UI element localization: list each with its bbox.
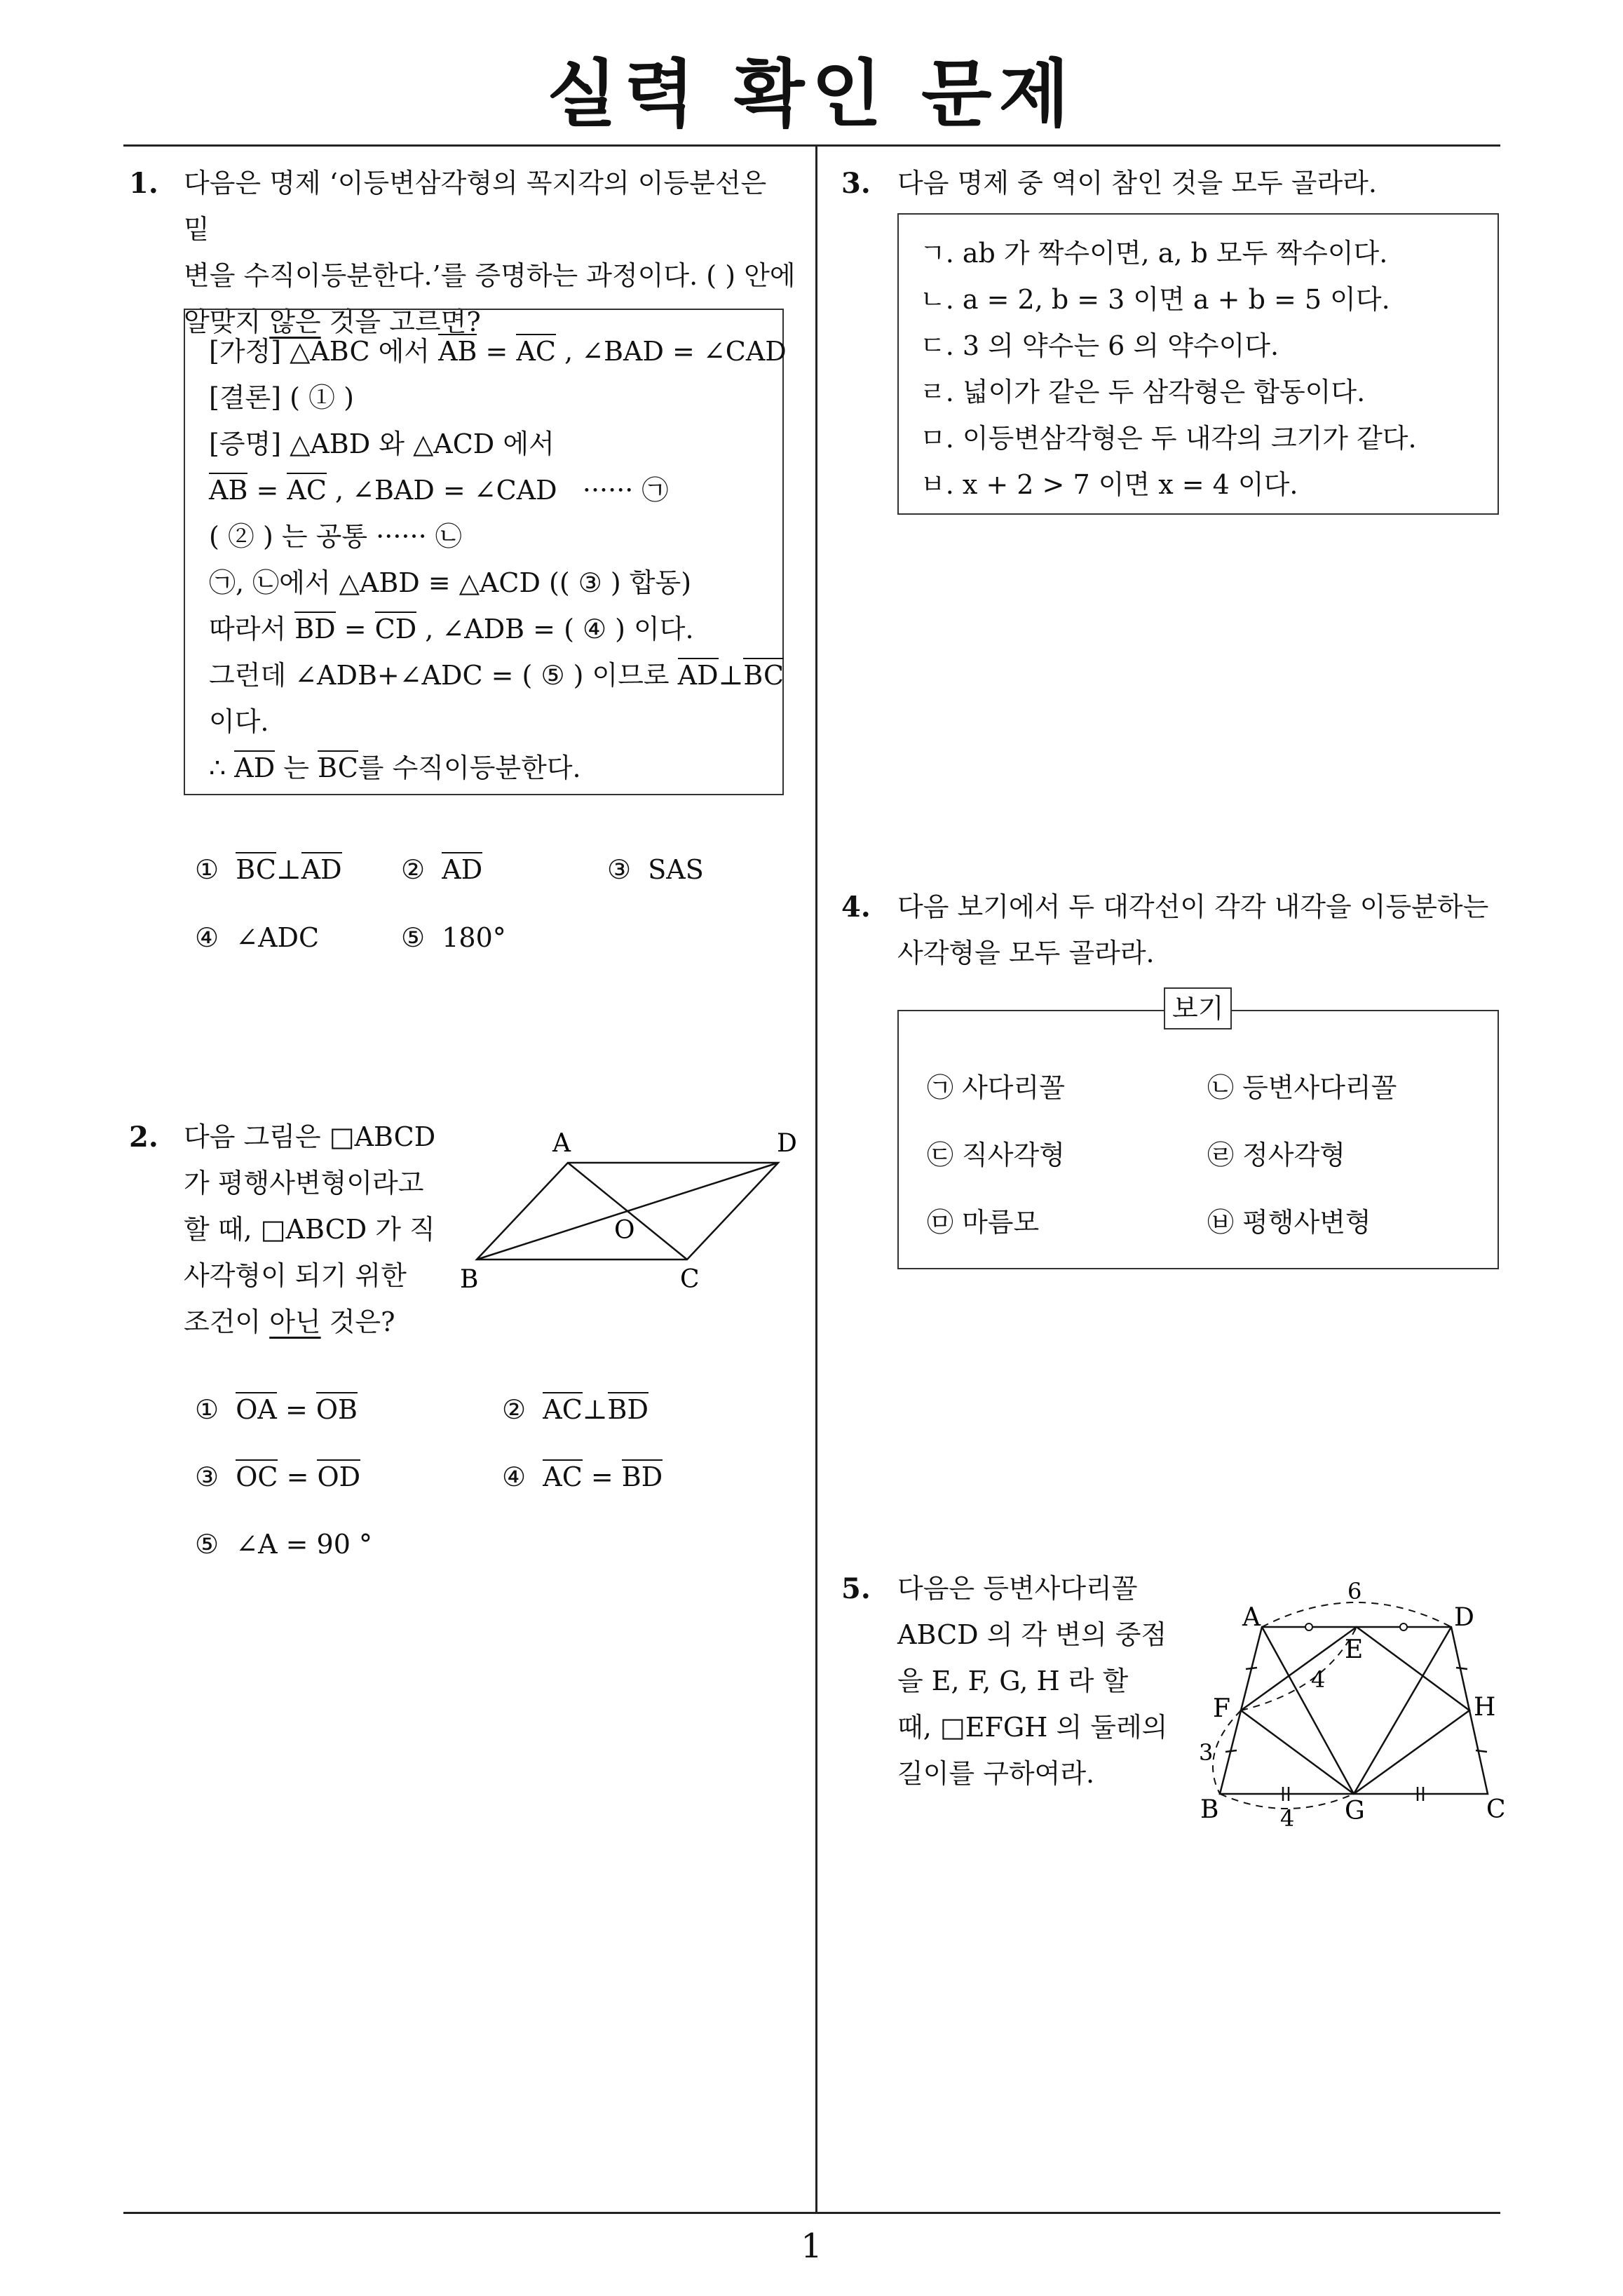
question-5-text <box>897 1565 1171 1797</box>
statement-item: ㄱ. ab 가 짝수이면, a, b 모두 짝수이다. <box>920 238 1388 269</box>
question-5-line: 길이를 구하여라. <box>897 1758 1095 1789</box>
midpoint-mark <box>1305 1623 1312 1630</box>
midpoint-label-g: G <box>1345 1797 1365 1825</box>
proof-line: 그런데 ∠ADB+∠ADC = ( ⑤ ) 이므로 AD⊥BC <box>209 652 787 698</box>
proof-line: ( ② ) 는 공통 ······ ㉡ <box>209 521 462 552</box>
vertex-label-a: A <box>1242 1603 1261 1632</box>
answer-option-1[interactable]: ① OA = OB <box>195 1394 358 1425</box>
midpoint-mark <box>1400 1623 1407 1630</box>
question-2-number: 2. <box>129 1121 158 1154</box>
segment-dg <box>1354 1627 1451 1794</box>
question-2-line: 다음 그림은 □ABCD <box>184 1121 436 1152</box>
question-1-number: 1. <box>129 167 158 200</box>
top-rule <box>123 144 1500 147</box>
question-4-text <box>897 884 1500 976</box>
answer-option-4[interactable]: ④ ∠ADC <box>195 922 320 953</box>
question-2-line: 조건이 아닌 것은? <box>184 1306 395 1337</box>
choice-item[interactable]: ㉥ 평행사변형 <box>1207 1207 1371 1238</box>
answer-option-3[interactable]: ③ SAS <box>607 854 704 885</box>
vertex-label-a: A <box>552 1129 571 1158</box>
page-number: 1 <box>801 2227 822 2266</box>
vertex-label-b: B <box>460 1265 479 1294</box>
trapezoid-figure <box>1185 1571 1521 1844</box>
proof-line: 이다. <box>209 706 269 737</box>
page-title: 실력 확인 문제 <box>546 51 1077 137</box>
midpoint-label-e: E <box>1345 1635 1364 1664</box>
proof-line-assumption: [가정] △ABC 에서 AB = AC , ∠BAD = ∠CAD <box>209 328 787 374</box>
answer-option-2[interactable]: ② AC⊥BD <box>502 1394 648 1425</box>
statement-item: ㄹ. 넓이가 같은 두 삼각형은 합동이다. <box>920 377 1366 407</box>
length-label-bottom: 4 <box>1280 1805 1295 1832</box>
proof-box <box>184 309 787 795</box>
proof-line-proof: [증명] △ABD 와 △ACD 에서 <box>209 428 555 459</box>
question-2-line: 할 때, □ABCD 가 직 <box>184 1214 435 1245</box>
proof-line: ∴ AD 는 BC를 수직이등분한다. <box>209 745 787 791</box>
question-1-line: 변을 수직이등분한다.’를 증명하는 과정이다. ( ) 안에 <box>184 260 796 291</box>
length-label-side: 3 <box>1199 1739 1214 1766</box>
tick-mark <box>1225 1750 1237 1752</box>
question-5-number: 5. <box>841 1572 871 1605</box>
vertex-label-d: D <box>777 1129 797 1158</box>
length-label-fe: 4 <box>1311 1666 1326 1693</box>
midpoint-label-h: H <box>1474 1693 1496 1722</box>
answer-option-4[interactable]: ④ AC = BD <box>502 1461 663 1492</box>
length-label-top: 6 <box>1347 1578 1362 1605</box>
underlined-word: 않은 <box>269 306 321 337</box>
tick-mark <box>1476 1750 1487 1752</box>
center-label-o: O <box>614 1216 635 1245</box>
question-3-text: 다음 명제 중 역이 참인 것을 모두 골라라. <box>897 168 1377 198</box>
choice-item[interactable]: ㉤ 마름모 <box>927 1207 1040 1238</box>
proof-line: AB = AC , ∠BAD = ∠CAD ······ ㉠ <box>209 467 787 513</box>
question-4-line: 사각형을 모두 골라라. <box>897 938 1155 968</box>
choice-item[interactable]: ㉣ 정사각형 <box>1207 1140 1345 1170</box>
statement-item: ㅂ. x + 2 > 7 이면 x = 4 이다. <box>920 469 1298 500</box>
choice-item[interactable]: ㉠ 사다리꼴 <box>927 1072 1065 1103</box>
answer-option-2[interactable]: ② AD <box>401 854 482 885</box>
text-run: 알맞지 <box>184 306 270 337</box>
question-2-line: 가 평행사변형이라고 <box>184 1168 424 1198</box>
question-5-line: 다음은 등변사다리꼴 <box>897 1573 1138 1604</box>
answer-option-3[interactable]: ③ OC = OD <box>195 1461 360 1492</box>
question-4-line: 다음 보기에서 두 대각선이 각각 내각을 이등분하는 <box>897 891 1489 922</box>
parallelogram-figure <box>456 1122 820 1304</box>
underlined-word: 아닌 <box>269 1306 321 1337</box>
vertex-label-c: C <box>680 1265 700 1294</box>
top-dashed-arc <box>1262 1602 1451 1627</box>
question-1-line: 다음은 명제 ‘이등변삼각형의 꼭지각의 이등분선은 밑 <box>184 168 767 245</box>
midpoint-label-f: F <box>1213 1694 1230 1723</box>
answer-option-5[interactable]: ⑤ ∠A = 90 ° <box>195 1529 372 1560</box>
answer-option-5[interactable]: ⑤ 180° <box>401 922 506 953</box>
tick-mark <box>1246 1668 1257 1669</box>
answer-option-1[interactable]: ① BC⊥AD <box>195 854 342 885</box>
tick-mark <box>1456 1668 1467 1669</box>
question-2-text <box>184 1114 450 1345</box>
statement-item: ㄴ. a = 2, b = 3 이면 a + b = 5 이다. <box>920 284 1390 315</box>
choice-item[interactable]: ㉡ 등변사다리꼴 <box>1207 1072 1397 1103</box>
example-box-label: 보기 <box>1164 987 1232 1029</box>
question-3-number: 3. <box>841 167 871 200</box>
proof-line: ㉠, ㉡에서 △ABD ≡ △ACD (( ③ ) 합동) <box>209 567 692 598</box>
statement-box <box>897 213 1499 515</box>
vertex-label-b: B <box>1200 1795 1219 1824</box>
proof-line: 따라서 BD = CD , ∠ADB = ( ④ ) 이다. <box>209 606 787 652</box>
vertex-label-c: C <box>1486 1795 1506 1824</box>
vertex-label-d: D <box>1454 1603 1474 1632</box>
statement-item: ㄷ. 3 의 약수는 6 의 약수이다. <box>920 330 1279 361</box>
bottom-rule <box>123 2212 1500 2214</box>
question-4-number: 4. <box>841 891 871 924</box>
choice-item[interactable]: ㉢ 직사각형 <box>927 1140 1065 1170</box>
proof-line-conclusion: [결론] ( ① ) <box>209 382 354 413</box>
question-5-line: 때, □EFGH 의 둘레의 <box>897 1712 1168 1743</box>
question-5-line: ABCD 의 각 변의 중점 <box>897 1619 1167 1650</box>
question-5-line: 을 E, F, G, H 라 할 <box>897 1666 1129 1696</box>
question-2-line: 사각형이 되기 위한 <box>184 1260 407 1291</box>
text-run: 것을 고르면? <box>320 306 481 337</box>
statement-item: ㅁ. 이등변삼각형은 두 내각의 크기가 같다. <box>920 423 1417 454</box>
